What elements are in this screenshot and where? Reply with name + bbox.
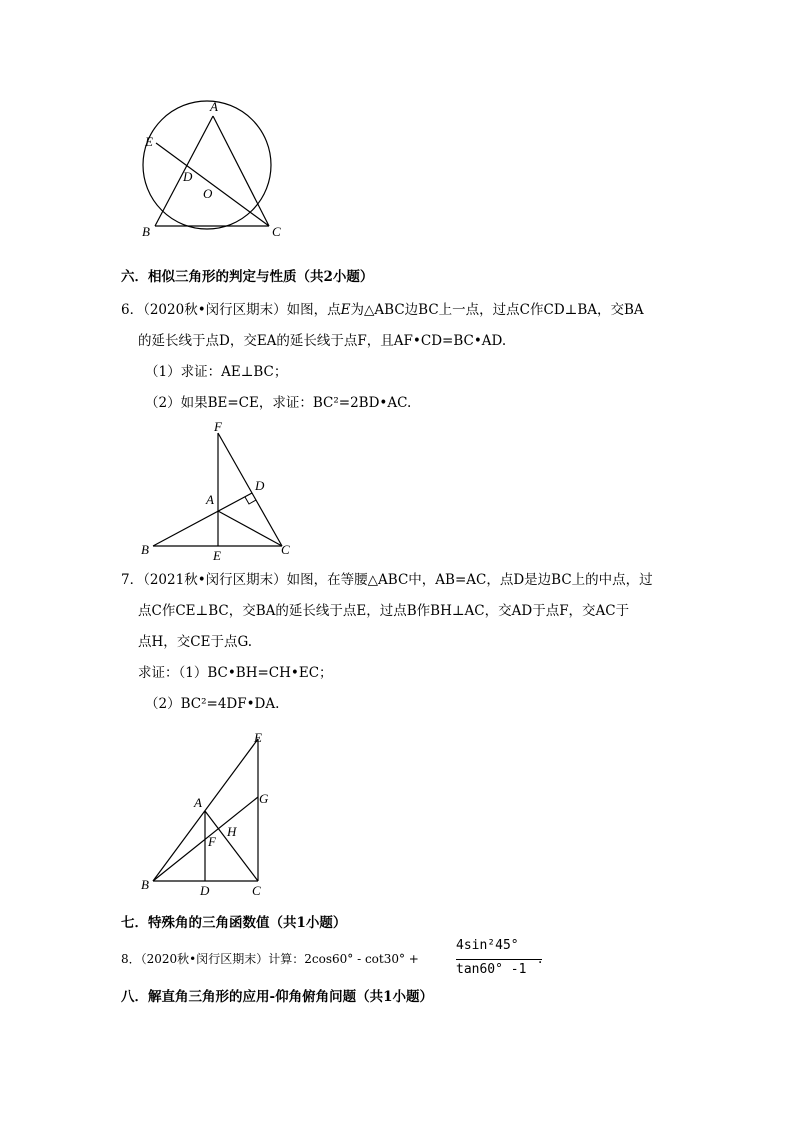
label-D: D [255,478,265,493]
q7-line3: 点H，交CE于点G. [138,634,253,650]
q8-numerator: 4sin²45° [456,938,519,953]
section-7-title: 七．特殊角的三角函数值（共1小题） [121,915,347,931]
label-E: E [254,730,262,745]
q7-line4: 求证：（1）BC•BH=CH•EC； [138,665,333,681]
q6-line1: 6．（2020秋•闵行区期末）如图，点E为△ABC边BC上一点，过点C作CD⊥BA，交BA [121,302,644,318]
section-8-title: 八．解直角三角形的应用-仰角俯角问题（共1小题） [121,989,433,1005]
figure-circle-triangle [130,95,300,245]
figure-triangle-perpendiculars [135,418,300,563]
q8-denominator: tan60° -1 [456,962,527,977]
label-B: B [141,877,149,892]
label-O: O [203,186,213,201]
label-B: B [141,542,149,557]
q6-line2: 的延长线于点D，交EA的延长线于点F，且AF•CD=BC•AD. [138,333,507,349]
label-E: E [213,548,221,563]
q7-line5: （2）BC²=4DF•DA. [145,696,280,712]
q8-suffix: . [538,951,543,967]
label-F: F [214,419,222,434]
label-C: C [252,883,261,898]
label-C: C [272,224,281,239]
section-6-title: 六．相似三角形的判定与性质（共2小题） [121,269,374,285]
label-C: C [281,542,290,557]
label-G: G [259,791,269,806]
label-E: E [145,134,153,149]
label-A: A [210,99,218,114]
label-A: A [194,795,202,810]
q8-prefix: 8．（2020秋•闵行区期末）计算：2cos60° - cot30° + [121,952,419,966]
label-F: F [208,834,216,849]
label-A: A [206,492,214,507]
q6-part1: （1）求证：AE⊥BC； [145,364,288,380]
fraction-bar [456,959,542,960]
figure-isosceles-triangle [135,725,295,900]
q7-line2: 点C作CE⊥BC，交BA的延长线于点E，过点B作BH⊥AC，交AD于点F，交AC于 [138,603,630,619]
q7-line1: 7．（2021秋•闵行区期末）如图，在等腰△ABC中，AB=AC，点D是边BC上的中点，过 [121,572,653,588]
q6-part2: （2）如果BE=CE，求证：BC²=2BD•AC. [145,395,412,411]
label-H: H [227,824,237,839]
label-D: D [200,883,210,898]
label-B: B [142,224,150,239]
label-D: D [183,169,193,184]
